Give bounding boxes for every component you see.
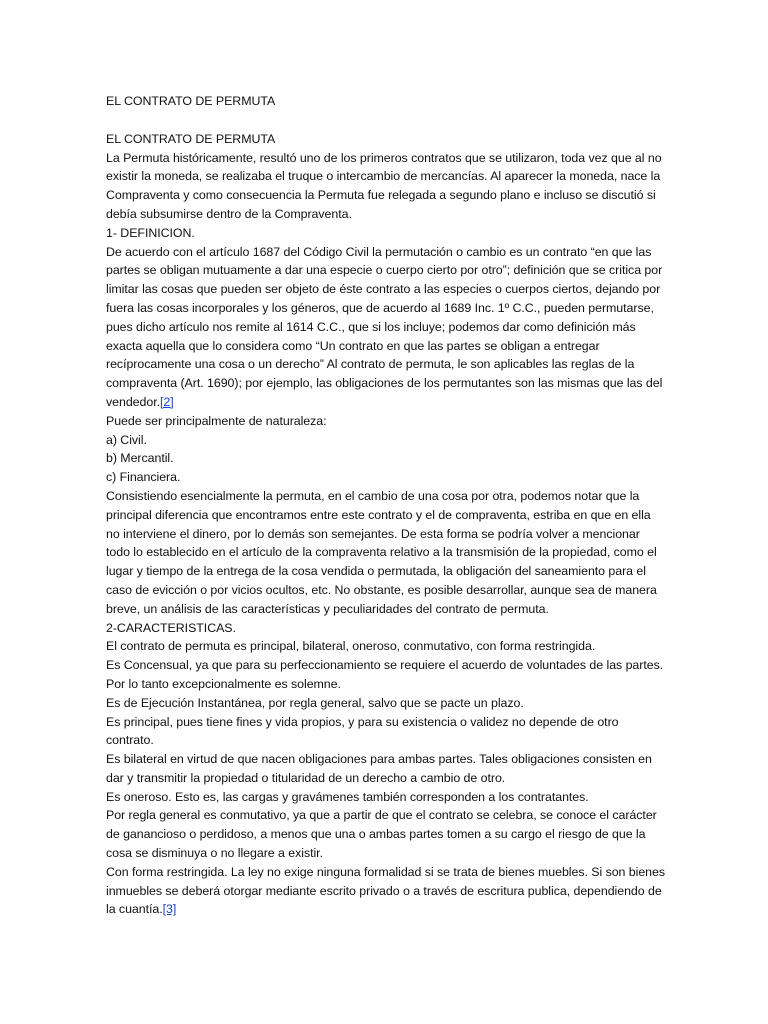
paragraph-forma-restringida-text: Con forma restringida. La ley no exige ninguna formalidad si se trata de bienes muebles. Si son bienes inmuebles se deberá otorgar mediante escrito privado o a través de escritura publica, dependiendo de la cuantía. <box>106 864 666 917</box>
footnote-link-3[interactable]: [3] <box>162 902 177 917</box>
section-heading: EL CONTRATO DE PERMUTA <box>106 131 276 146</box>
paragraph-ejecucion: Es de Ejecución Instantánea, por regla general, salvo que se pacte un plazo. <box>106 695 524 710</box>
section-heading-caracteristicas: 2-CARACTERISTICAS. <box>106 620 236 635</box>
paragraph-intro: La Permuta históricamente, resultó uno de los primeros contratos que se utilizaron, toda vez que al no existir la moneda, se realizaba el truque o intercambio de mercancías. Al aparecer la moneda, nace la Compraventa y como consecuencia la Permuta fue relegada a segundo plano e incluso se discutió si debía subsumirse dentro de la Compraventa. <box>106 150 662 221</box>
list-item-financiera: c) Financiera. <box>106 470 181 485</box>
footnote-link-2[interactable]: [2] <box>159 394 174 409</box>
paragraph-principal-bilateral: El contrato de permuta es principal, bilateral, oneroso, conmutativo, con forma restringida. <box>106 639 596 654</box>
paragraph-forma-restringida <box>106 863 666 919</box>
paragraph-concensual: Es Concensual, ya que para su perfeccionamiento se requiere el acuerdo de voluntades de las partes. Por lo tanto excepcionalmente es solemne. <box>106 658 664 691</box>
document-body <box>106 92 666 919</box>
document-title: EL CONTRATO DE PERMUTA <box>106 94 276 108</box>
section-heading-definicion: 1- DEFINICION. <box>106 225 195 240</box>
paragraph-definicion-text: De acuerdo con el artículo 1687 del Código Civil la permutación o cambio es un contrato “en que las partes se obligan mutuamente a dar una especie o cuerpo cierto por otro”; definición que se critica por limitar las cosas que pueden ser objeto de éste contrato a las especies o cuerpos ciertos, dejando por fuera las cosas incorporales y los géneros, que de acuerdo al 1689 Inc. 1º C.C., pueden permutarse, pues dicho artículo nos remite al 1614 C.C., que si los incluye; podemos dar como definición más exacta aquella que lo considera como “Un contrato en que las partes se obligan a entregar recíprocamente una cosa o un derecho” Al contrato de permuta, le son aplicables las reglas de la compraventa (Art. 1690); por ejemplo, las obligaciones de los permutantes son las mismas que las del vendedor. <box>106 244 663 409</box>
list-item-civil: a) Civil. <box>106 432 147 447</box>
paragraph-bilateral: Es bilateral en virtud de que nacen obligaciones para ambas partes. Tales obligaciones consisten en dar y transmitir la propiedad o titularidad de un derecho a cambio de otro. <box>106 752 652 785</box>
paragraph-principal: Es principal, pues tiene fines y vida propios, y para su existencia o validez no depende de otro contrato. <box>106 714 619 748</box>
paragraph-oneroso: Es oneroso. Esto es, las cargas y gravámenes también corresponden a los contratantes. <box>106 789 589 804</box>
paragraph-consistiendo: Consistiendo esencialmente la permuta, en el cambio de una cosa por otra, podemos notar que la principal diferencia que encontramos entre este contrato y el de compraventa, estriba en que en ella no interviene el dinero, por lo demás son semejantes. De esta forma se podría volver a mencionar todo lo establecido en el artículo de la compraventa relativo a la transmisión de la propiedad, como el lugar y tiempo de la entrega de la cosa vendida o permutada, la obligación del saneamiento para el caso de evicción o por vicios ocultos, etc. No obstante, es posible desarrollar, aunque sea de manera breve, un análisis de las características y peculiaridades del contrato de permuta. <box>106 488 657 616</box>
paragraph-conmutativo: Por regla general es conmutativo, ya que a partir de que el contrato se celebra, se conoce el carácter de ganancioso o perdidoso, a menos que una o ambas partes tomen a su cargo el riesgo de que la cosa se disminuya o no llegare a existir. <box>106 808 657 861</box>
paragraph-naturaleza: Puede ser principalmente de naturaleza: <box>106 413 327 428</box>
list-item-mercantil: b) Mercantil. <box>106 451 174 466</box>
paragraph-definicion <box>106 243 666 412</box>
